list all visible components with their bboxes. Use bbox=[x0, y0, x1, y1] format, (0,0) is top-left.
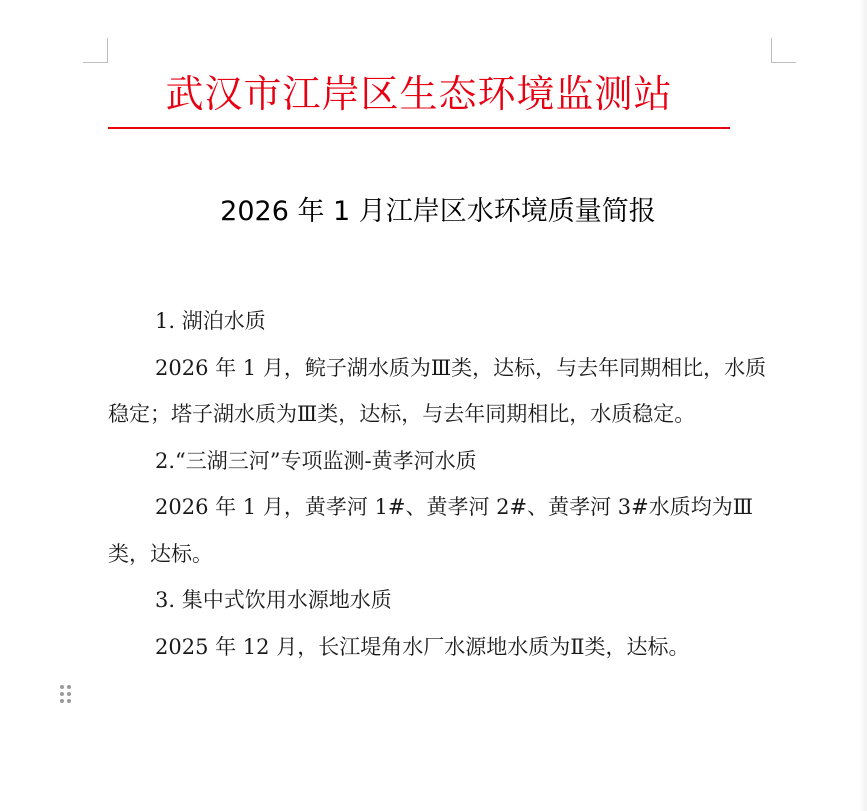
masthead-title: 武汉市江岸区生态环境监测站 bbox=[165, 72, 673, 116]
document-body[interactable] bbox=[108, 298, 776, 670]
document-title: 2026 年 1 月江岸区水环境质量简报 bbox=[220, 196, 656, 227]
page-edge-shadow bbox=[859, 0, 867, 811]
masthead-red-rule bbox=[108, 127, 730, 129]
top-right-crop-mark bbox=[771, 38, 796, 63]
handle-dot bbox=[67, 685, 71, 689]
section-heading-rivers: 2.“三湖三河”专项监测-黄孝河水质 bbox=[155, 448, 477, 473]
handle-dot bbox=[60, 685, 64, 689]
handle-dot bbox=[60, 692, 64, 696]
handle-dot bbox=[60, 699, 64, 703]
handle-dot bbox=[67, 692, 71, 696]
top-left-crop-mark bbox=[83, 38, 108, 63]
paragraph-lakes: 2026 年 1 月，鲩子湖水质为Ⅲ类，达标，与去年同期相比，水质稳定；塔子湖水质为Ⅲ类，达标，与去年同期相比，水质稳定。 bbox=[108, 355, 767, 426]
paragraph-rivers: 2026 年 1 月，黄孝河 1#、黄孝河 2#、黄孝河 3#水质均为Ⅲ类，达标。 bbox=[108, 495, 753, 566]
section-heading-drinking-water: 3. 集中式饮用水源地水质 bbox=[155, 588, 392, 612]
handle-dot bbox=[67, 699, 71, 703]
drag-handle-icon[interactable] bbox=[59, 684, 73, 704]
section-heading-lakes: 1. 湖泊水质 bbox=[155, 309, 266, 333]
paragraph-drinking-water: 2025 年 12 月，长江堤角水厂水源地水质为Ⅱ类，达标。 bbox=[155, 634, 690, 659]
